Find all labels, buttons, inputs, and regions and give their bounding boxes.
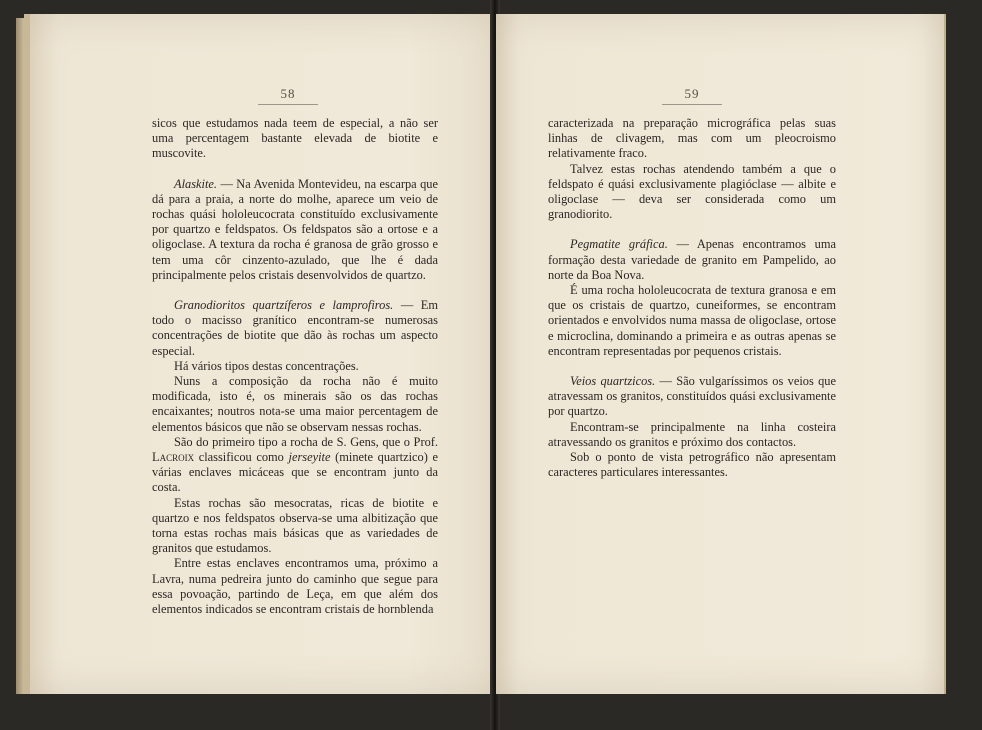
paragraph-gap: [152, 162, 438, 177]
term-jerseyite: jerseyite: [288, 450, 331, 465]
paragraph-text: — Apenas encontramos uma formação desta variedade de granito em Pampelido, ao norte da Boa Nova.: [548, 237, 836, 282]
paragraph: caracterizada na preparação micrográfica pelas suas linhas de clivagem, mas com um pleocroismo relativamente fraco.: [548, 116, 836, 161]
paragraph-alaskite: [152, 177, 438, 283]
paragraph-text: — São vulgaríssimos os veios que atravessam os granitos, constituídos quási exclusivamente por quartzo.: [548, 374, 836, 419]
paragraph: Estas rochas são mesocratas, ricas de biotite e quartzo e nos feldspatos observa-se uma albitização que torna estas rochas mais básicas que as variedades de granitos que estudamos.: [152, 495, 438, 556]
section-heading: Granodioritos quartzíferos e lamprofiros.: [174, 298, 394, 313]
paragraph-granodioritos: [152, 298, 438, 359]
left-page: [24, 14, 502, 694]
page-number: 58: [258, 86, 318, 105]
paragraph-pegmatite: [548, 237, 836, 283]
right-page-body: [548, 116, 836, 480]
paragraph: Há vários tipos destas concentrações.: [174, 358, 359, 373]
paragraph-gap: [548, 359, 836, 374]
page-number: 59: [662, 86, 722, 105]
paragraph-gap: [152, 283, 438, 298]
paragraph: Entre estas enclaves encontramos uma, próximo a Lavra, numa pedreira junto do caminho que segue para essa povoação, partindo de Leça, em que além dos elementos indicados se encontram cristais de hornblenda: [152, 556, 438, 617]
paragraph-sao: [152, 435, 438, 496]
paragraph-veios: [548, 374, 836, 420]
paragraph: Sob o ponto de vista petrográfico não apresentam caracteres particulares interessantes.: [548, 450, 836, 480]
paragraph: sicos que estudamos nada teem de especial, a não ser uma percentagem bastante elevada de biotite e muscovite.: [152, 116, 438, 161]
paragraph-text: — Na Avenida Montevideu, na escarpa que dá para a praia, a norte do molhe, aparece um veio de rochas quási hololeucocrata constituído exclusivamente por quartzo e feldspatos. Os feldspatos são a ortose e a oligoclase. A textura da rocha é granosa de grão grosso e tem uma côr cinzento-azulado, que lhe é dada principalmente pelos cristais desenvolvidos de quartzo.: [152, 176, 438, 282]
section-heading: Pegmatite gráfica.: [570, 237, 668, 252]
paragraph: É uma rocha hololeucocrata de textura granosa e em que os cristais de quartzo, cuneiformes, se encontram orientados e envolvidos numa massa de oligoclase, ortose e microclina, dominando a primeira e as outras apenas se encontram representadas por pequenos cristais.: [548, 283, 836, 358]
paragraph: Encontram-se principalmente na linha costeira atravessando os granitos e próximo dos contactos.: [548, 419, 836, 449]
left-page-body: [152, 116, 438, 617]
paragraph-text: classificou como: [194, 450, 289, 465]
paragraph-text: (minete quartzico) e várias enclaves micáceas que se encontram junto da costa.: [152, 450, 439, 495]
section-heading: Alaskite.: [174, 176, 218, 191]
paragraph: Talvez estas rochas atendendo também a que o feldspato é quási exclusivamente plagióclase — albite e oligoclase — deva ser considerada como um granodiorito.: [548, 161, 836, 222]
author-name: Lacroix: [152, 450, 195, 465]
paragraph-text: — Em todo o macisso granítico encontram-se numerosas concentrações de biotite que dão às rochas um aspecto especial.: [152, 298, 439, 358]
right-page: [496, 14, 946, 694]
section-heading: Veios quartzicos.: [570, 374, 656, 389]
paragraph: Nuns a composição da rocha não é muito modificada, isto é, os minerais são os das rochas encaixantes; noutros nota-se uma maior percentagem de elementos básicos que não se observam nessas rochas.: [152, 374, 438, 434]
paragraph-text: São do primeiro tipo a rocha de S. Gens, que o Prof.: [174, 434, 438, 449]
paragraph-gap: [548, 222, 836, 237]
